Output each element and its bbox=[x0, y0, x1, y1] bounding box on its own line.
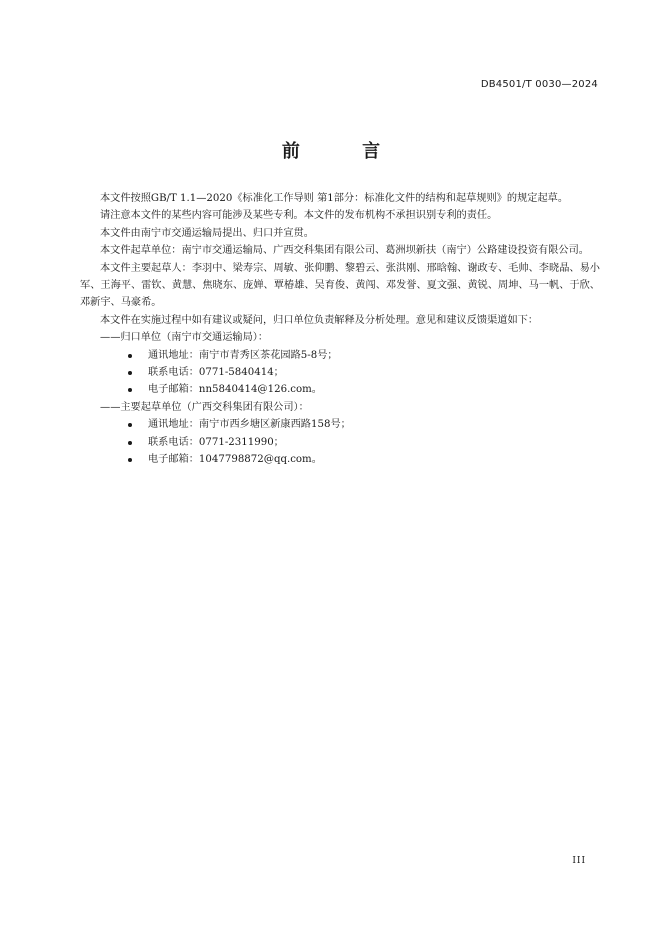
list-item bbox=[80, 451, 600, 468]
document-code: DB4501/T 0030—2024 bbox=[480, 79, 598, 90]
bullet-icon bbox=[128, 441, 132, 445]
page-number: III bbox=[572, 856, 586, 866]
list-item bbox=[80, 434, 600, 451]
bullet-icon bbox=[128, 458, 132, 462]
list-item bbox=[80, 364, 600, 381]
list-item-text: 联系电话：0771-5840414； bbox=[148, 367, 284, 379]
foreword-body bbox=[80, 190, 600, 469]
list-item-text: 通讯地址：南宁市西乡塘区新康西路158号； bbox=[148, 419, 351, 431]
contact-heading: ——主要起草单位（广西交科集团有限公司）： bbox=[100, 401, 309, 413]
paragraph: 本文件主要起草人：李羽中、梁寿宗、周敏、张仰鹏、黎碧云、张洪刚、邢晗翰、谢政专、毛帅、李晓晶、易小军、王海平、雷钦、黄慧、焦晓东、庞婵、覃椿雄、吴育俊、黄闯、邓发誉、夏文强、黄锐、周坤、马一帆、于欣、邓新宇、马豪希。 bbox=[80, 262, 600, 309]
contact-heading: ——归口单位（南宁市交通运输局）： bbox=[100, 332, 269, 344]
list-item-text: 电子邮箱：1047798872@qq.com。 bbox=[148, 454, 322, 466]
list-item bbox=[80, 347, 600, 364]
paragraph: 本文件由南宁市交通运输局提出、归口并宣贯。 bbox=[100, 227, 314, 239]
paragraph: 本文件在实施过程中如有建议或疑问，归口单位负责解释及分析处理。意见和建议反馈渠道如下： bbox=[100, 314, 539, 326]
list-item bbox=[80, 381, 600, 398]
list-item-text: 联系电话：0771-2311990； bbox=[148, 436, 284, 448]
bullet-icon bbox=[128, 423, 132, 427]
list-item-text: 通讯地址：南宁市青秀区茶花园路5-8号； bbox=[148, 349, 338, 361]
paragraph: 请注意本文件的某些内容可能涉及某些专利。本文件的发布机构不承担识别专利的责任。 bbox=[100, 210, 498, 222]
list-item bbox=[80, 416, 600, 433]
page-title: 前 言 bbox=[281, 141, 409, 162]
bullet-icon bbox=[128, 388, 132, 392]
bullet-icon bbox=[128, 354, 132, 358]
paragraph: 本文件按照GB/T 1.1—2020《标准化工作导则 第1部分：标准化文件的结构和起草规则》的规定起草。 bbox=[100, 193, 569, 204]
bullet-icon bbox=[128, 371, 132, 375]
list-item-text: 电子邮箱：nn5840414@126.com。 bbox=[148, 384, 322, 396]
paragraph: 本文件起草单位：南宁市交通运输局、广西交科集团有限公司、葛洲坝新扶（南宁）公路建设投资有限公司。 bbox=[100, 245, 589, 257]
